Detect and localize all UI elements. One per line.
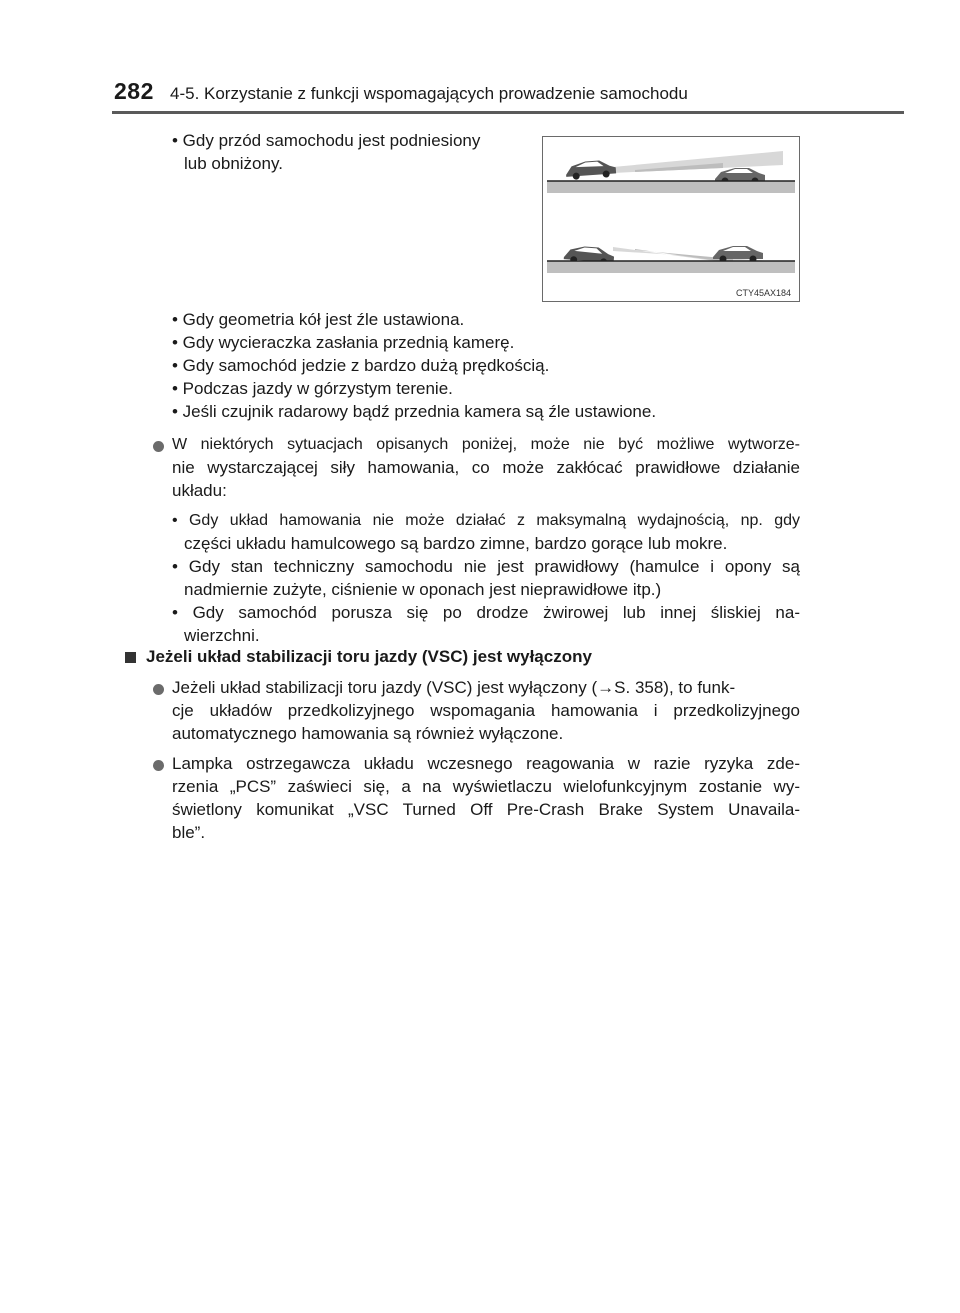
pcs-paragraph-line2: rzenia „PCS” zaświeci się, a na wyświetlaczu wielofunkcyjnym zostanie wy-: [172, 777, 800, 796]
pcs-paragraph-line3: świetlony komunikat „VSC Turned Off Pre-Crash Brake System Unavaila-: [172, 800, 800, 819]
chapter-title: 4-5. Korzystanie z funkcji wspomagających prowadzenie samochodu: [170, 84, 688, 103]
reference-arrow-icon: →: [597, 678, 615, 697]
vsc-paragraph-line3: automatycznego hamowania są również wyłączone.: [172, 724, 564, 743]
bullet-mountain: • Podczas jazdy w górzystym terenie.: [172, 379, 453, 398]
braking-bullet-1-cont: części układu hamulcowego są bardzo zimne, bardzo gorące lub mokre.: [184, 534, 728, 553]
page-reference-link[interactable]: S. 358), to funk-: [614, 678, 736, 697]
pcs-paragraph-line4: ble”.: [172, 823, 206, 842]
pcs-paragraph-line1: Lampka ostrzegawcza układu wczesnego reagowania w razie ryzyka zde-: [172, 754, 800, 773]
vsc-paragraph-text: Jeżeli układ stabilizacji toru jazdy (VSC) jest wyłączony (: [172, 678, 598, 697]
bullet-dot-icon: [153, 684, 164, 695]
bullet-dot-icon: [153, 760, 164, 771]
vsc-paragraph-line1: [172, 676, 735, 699]
car-raised-icon: [565, 159, 616, 180]
braking-bullet-1: • Gdy układ hamowania nie może działać z maksymalną wydajnością, np. gdy: [172, 512, 800, 529]
figure-code: CTY45AX184: [735, 288, 791, 298]
bullet-front-raised: • Gdy przód samochodu jest podniesiony: [172, 131, 481, 150]
braking-bullet-3-cont: wierzchni.: [184, 626, 260, 645]
braking-paragraph-line3: układu:: [172, 481, 227, 500]
braking-bullet-3: • Gdy samochód porusza się po drodze żwirowej lub innej śliskiej na-: [172, 603, 800, 622]
braking-paragraph-line2: nie wystarczającej siły hamowania, co może zakłócać prawidłowe działanie: [172, 458, 800, 477]
section-square-icon: [125, 652, 136, 663]
braking-bullet-2: • Gdy stan techniczny samochodu nie jest prawidłowy (hamulce i opony są: [172, 557, 800, 576]
bullet-wiper: • Gdy wycieraczka zasłania przednią kamerę.: [172, 333, 515, 352]
bullet-geometry: • Gdy geometria kół jest źle ustawiona.: [172, 310, 465, 329]
header-divider: [112, 111, 904, 114]
braking-bullet-2-cont: nadmiernie zużyte, ciśnienie w oponach jest nieprawidłowe itp.): [184, 580, 662, 599]
bullet-sensor: • Jeśli czujnik radarowy bądź przednia kamera są źle ustawione.: [172, 402, 657, 421]
road-bottom: [547, 261, 795, 273]
road-top: [547, 181, 795, 193]
bullet-dot-icon: [153, 441, 164, 452]
page-number: 282: [114, 78, 154, 104]
car-radar-illustration: [543, 137, 799, 301]
bullet-front-raised-cont: lub obniżony.: [184, 154, 283, 173]
braking-paragraph-line1: W niektórych sytuacjach opisanych poniżej, może nie być możliwe wytworze-: [172, 436, 800, 453]
radar-beam-icon: [613, 151, 783, 173]
illustration-figure: [542, 136, 800, 302]
bullet-speed: • Gdy samochód jedzie z bardzo dużą prędkością.: [172, 356, 550, 375]
vsc-paragraph-line2: cje układów przedkolizyjnego wspomagania hamowania i przedkolizyjnego: [172, 701, 800, 720]
page-header: [0, 0, 960, 116]
vsc-section-heading: Jeżeli układ stabilizacji toru jazdy (VSC) jest wyłączony: [146, 647, 592, 666]
